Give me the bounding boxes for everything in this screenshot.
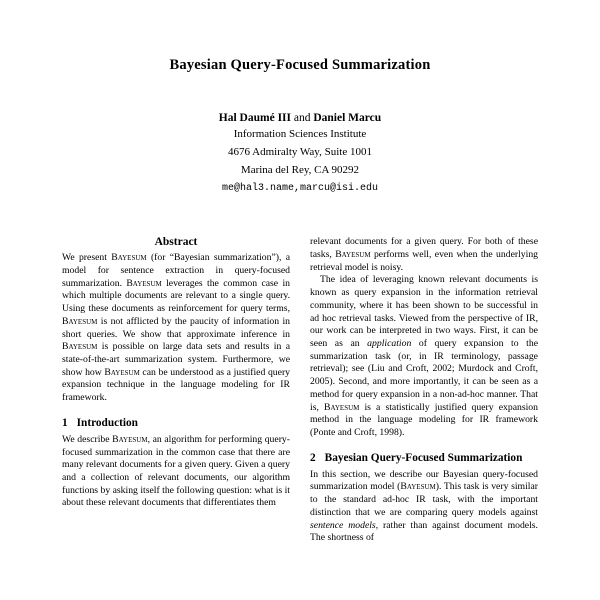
author-conjunction: and — [291, 111, 314, 124]
affiliation-line-3: Marina del Rey, CA 90292 — [240, 163, 360, 176]
affiliation-line-2: 4676 Admiralty Way, Suite 1001 — [228, 145, 372, 158]
right-column — [310, 236, 538, 545]
abstract-heading: Abstract — [154, 236, 198, 249]
section-title: Bayesian Query-Focused Summarization — [324, 451, 523, 464]
column-paragraph: relevant documents for a given query. For both of these tasks, Bayesum performs well, even when the underlying retrieval model is noisy. — [310, 236, 539, 273]
abstract-text: We present Bayesum (for “Bayesian summarization”), a model for sentence extraction in query-focused summarization. Bayesum leverages the common case in which multiple documents are relevant to a single query. Using these documents as reinforcement for query terms, Bayesum is not afflicted by the paucity of information in short queries. We show that approximate inference in Bayesum is possible on large data sets and results in a state-of-the-art summarization system. Furthermore, we show how Bayesum can be understood as a justified query expansion technique in the language modeling for IR framework. — [62, 252, 291, 404]
section-heading-bayesian-query-focused-summarization — [310, 451, 538, 465]
page-title: Bayesian Query-Focused Summarization — [169, 57, 431, 73]
author-line — [62, 112, 538, 124]
section-heading-introduction — [62, 416, 290, 430]
column-paragraph: The idea of leveraging known relevant documents is known as query expansion in the information retrieval community, where it has been shown to be successful in ad hoc retrieval tasks. Viewed from the perspective of IR, our work can be interpreted in two ways. First, it can be seen as an application of query expansion to the summarization task (or, in IR terminology, passage retrieval); see (Liu and Croft, 2002; Murdock and Croft, 2005). Second, and more importantly, it can be seen as a method for query expansion in a non-ad-hoc manner. That is, Bayesum is a statistically justified query expansion method in the language modeling for IR framework (Ponte and Croft, 1998). — [310, 274, 538, 438]
author-first: Hal Daumé III — [218, 111, 291, 124]
section-title: Introduction — [76, 416, 138, 429]
author-email: me@hal3.name,marcu@isi.edu — [221, 183, 379, 195]
section-paragraph: In this section, we describe our Bayesian query-focused summarization model (Bayesum). This task is very similar to the standard ad-hoc IR task, with the important distinction that we are comparing query models against sentence models, rather than against document models. The shortness of — [310, 468, 538, 544]
affiliation-line-1: Information Sciences Institute — [233, 127, 367, 140]
left-column — [62, 236, 290, 545]
section-number: 2 — [310, 451, 316, 464]
two-column-body — [62, 236, 538, 545]
section-paragraph: We describe Bayesum, an algorithm for performing query-focused summarization in the common case that there are many relevant documents for a given query. Given a query and a collection of relevant documents, our algorithm functions by asking itself the following question: what is it about these relevant documents that differentiates them — [62, 433, 290, 509]
author-second: Daniel Marcu — [313, 111, 382, 124]
section-number: 1 — [62, 416, 68, 429]
